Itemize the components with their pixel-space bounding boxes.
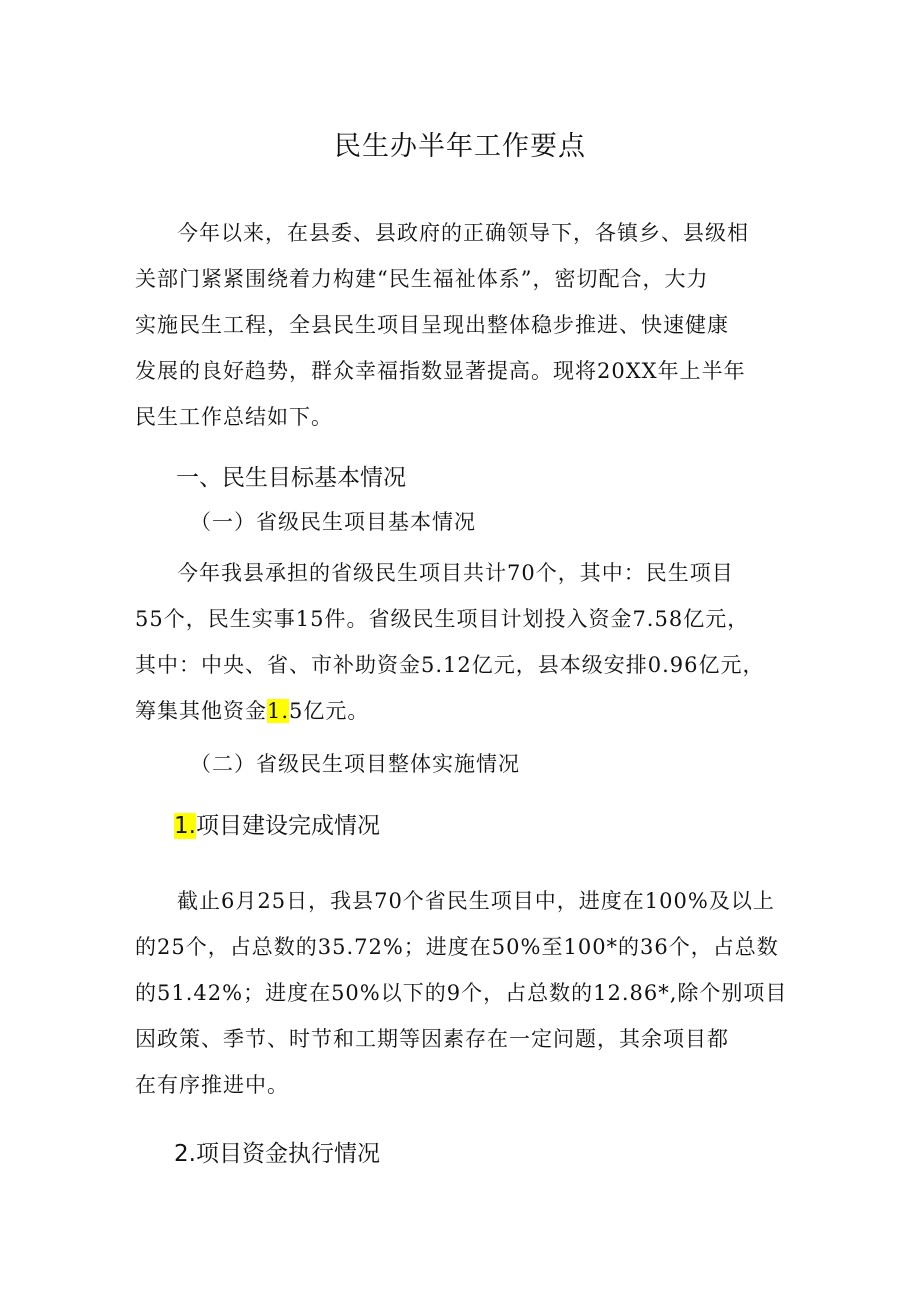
item1-line: 截止6月25日，我县70个省民生项目中，进度在100%及以上 — [177, 889, 775, 913]
intro-line: 今年以来，在县委、县政府的正确领导下，各镇乡、县级相 — [177, 221, 749, 245]
sub1-paragraph — [135, 550, 785, 734]
item1-paragraph — [135, 878, 788, 1108]
item1-line: 因政策、季节、时节和工期等因素存在一定问题，其余项目都 — [135, 1027, 729, 1051]
item1-line: 的51.42%；进度在50%以下的9个，占总数的12.86*,除个别项目 — [135, 981, 788, 1005]
sub1-line: 今年我县承担的省级民生项目共计70个，其中：民生项目 — [177, 561, 734, 585]
item1-line: 在有序推进中。 — [135, 1073, 289, 1097]
item1-heading-text: 项目建设完成情况 — [195, 813, 380, 839]
intro-line: 民生工作总结如下。 — [135, 405, 333, 429]
intro-line: 实施民生工程，全县民生项目呈现出整体稳步推进、快速健康 — [135, 313, 729, 337]
highlighted-number: 1. — [267, 699, 290, 723]
sub1-line: 55个，民生实事15件。省级民生项目计划投入资金7.58亿元， — [135, 607, 750, 631]
sub1-last-after: 5亿元。 — [289, 699, 370, 723]
intro-line: 发展的良好趋势，群众幸福指数显著提高。现将20XX年上半年 — [135, 359, 746, 383]
sub1-last-line — [135, 688, 785, 734]
sub1-line: 其中：中央、省、市补助资金5.12亿元，县本级安排0.96亿元， — [135, 653, 765, 677]
item1-heading — [174, 806, 380, 846]
intro-paragraph — [135, 210, 785, 440]
sub2-heading: （二）省级民生项目整体实施情况 — [190, 752, 520, 776]
sub1-heading: （一）省级民生项目基本情况 — [190, 510, 476, 534]
section1-heading: 一、民生目标基本情况 — [176, 465, 406, 491]
item1-number-highlight: 1. — [174, 813, 196, 839]
intro-line: 关部门紧紧围绕着力构建“民生福祉体系”，密切配合，大力 — [135, 267, 709, 291]
sub1-last-before: 筹集其他资金 — [135, 699, 267, 723]
item2-heading: 2.项目资金执行情况 — [174, 1141, 380, 1167]
item1-line: 的25个，占总数的35.72%；进度在50%至100*的36个，占总数 — [135, 935, 779, 959]
document-title: 民生办半年工作要点 — [334, 131, 586, 162]
